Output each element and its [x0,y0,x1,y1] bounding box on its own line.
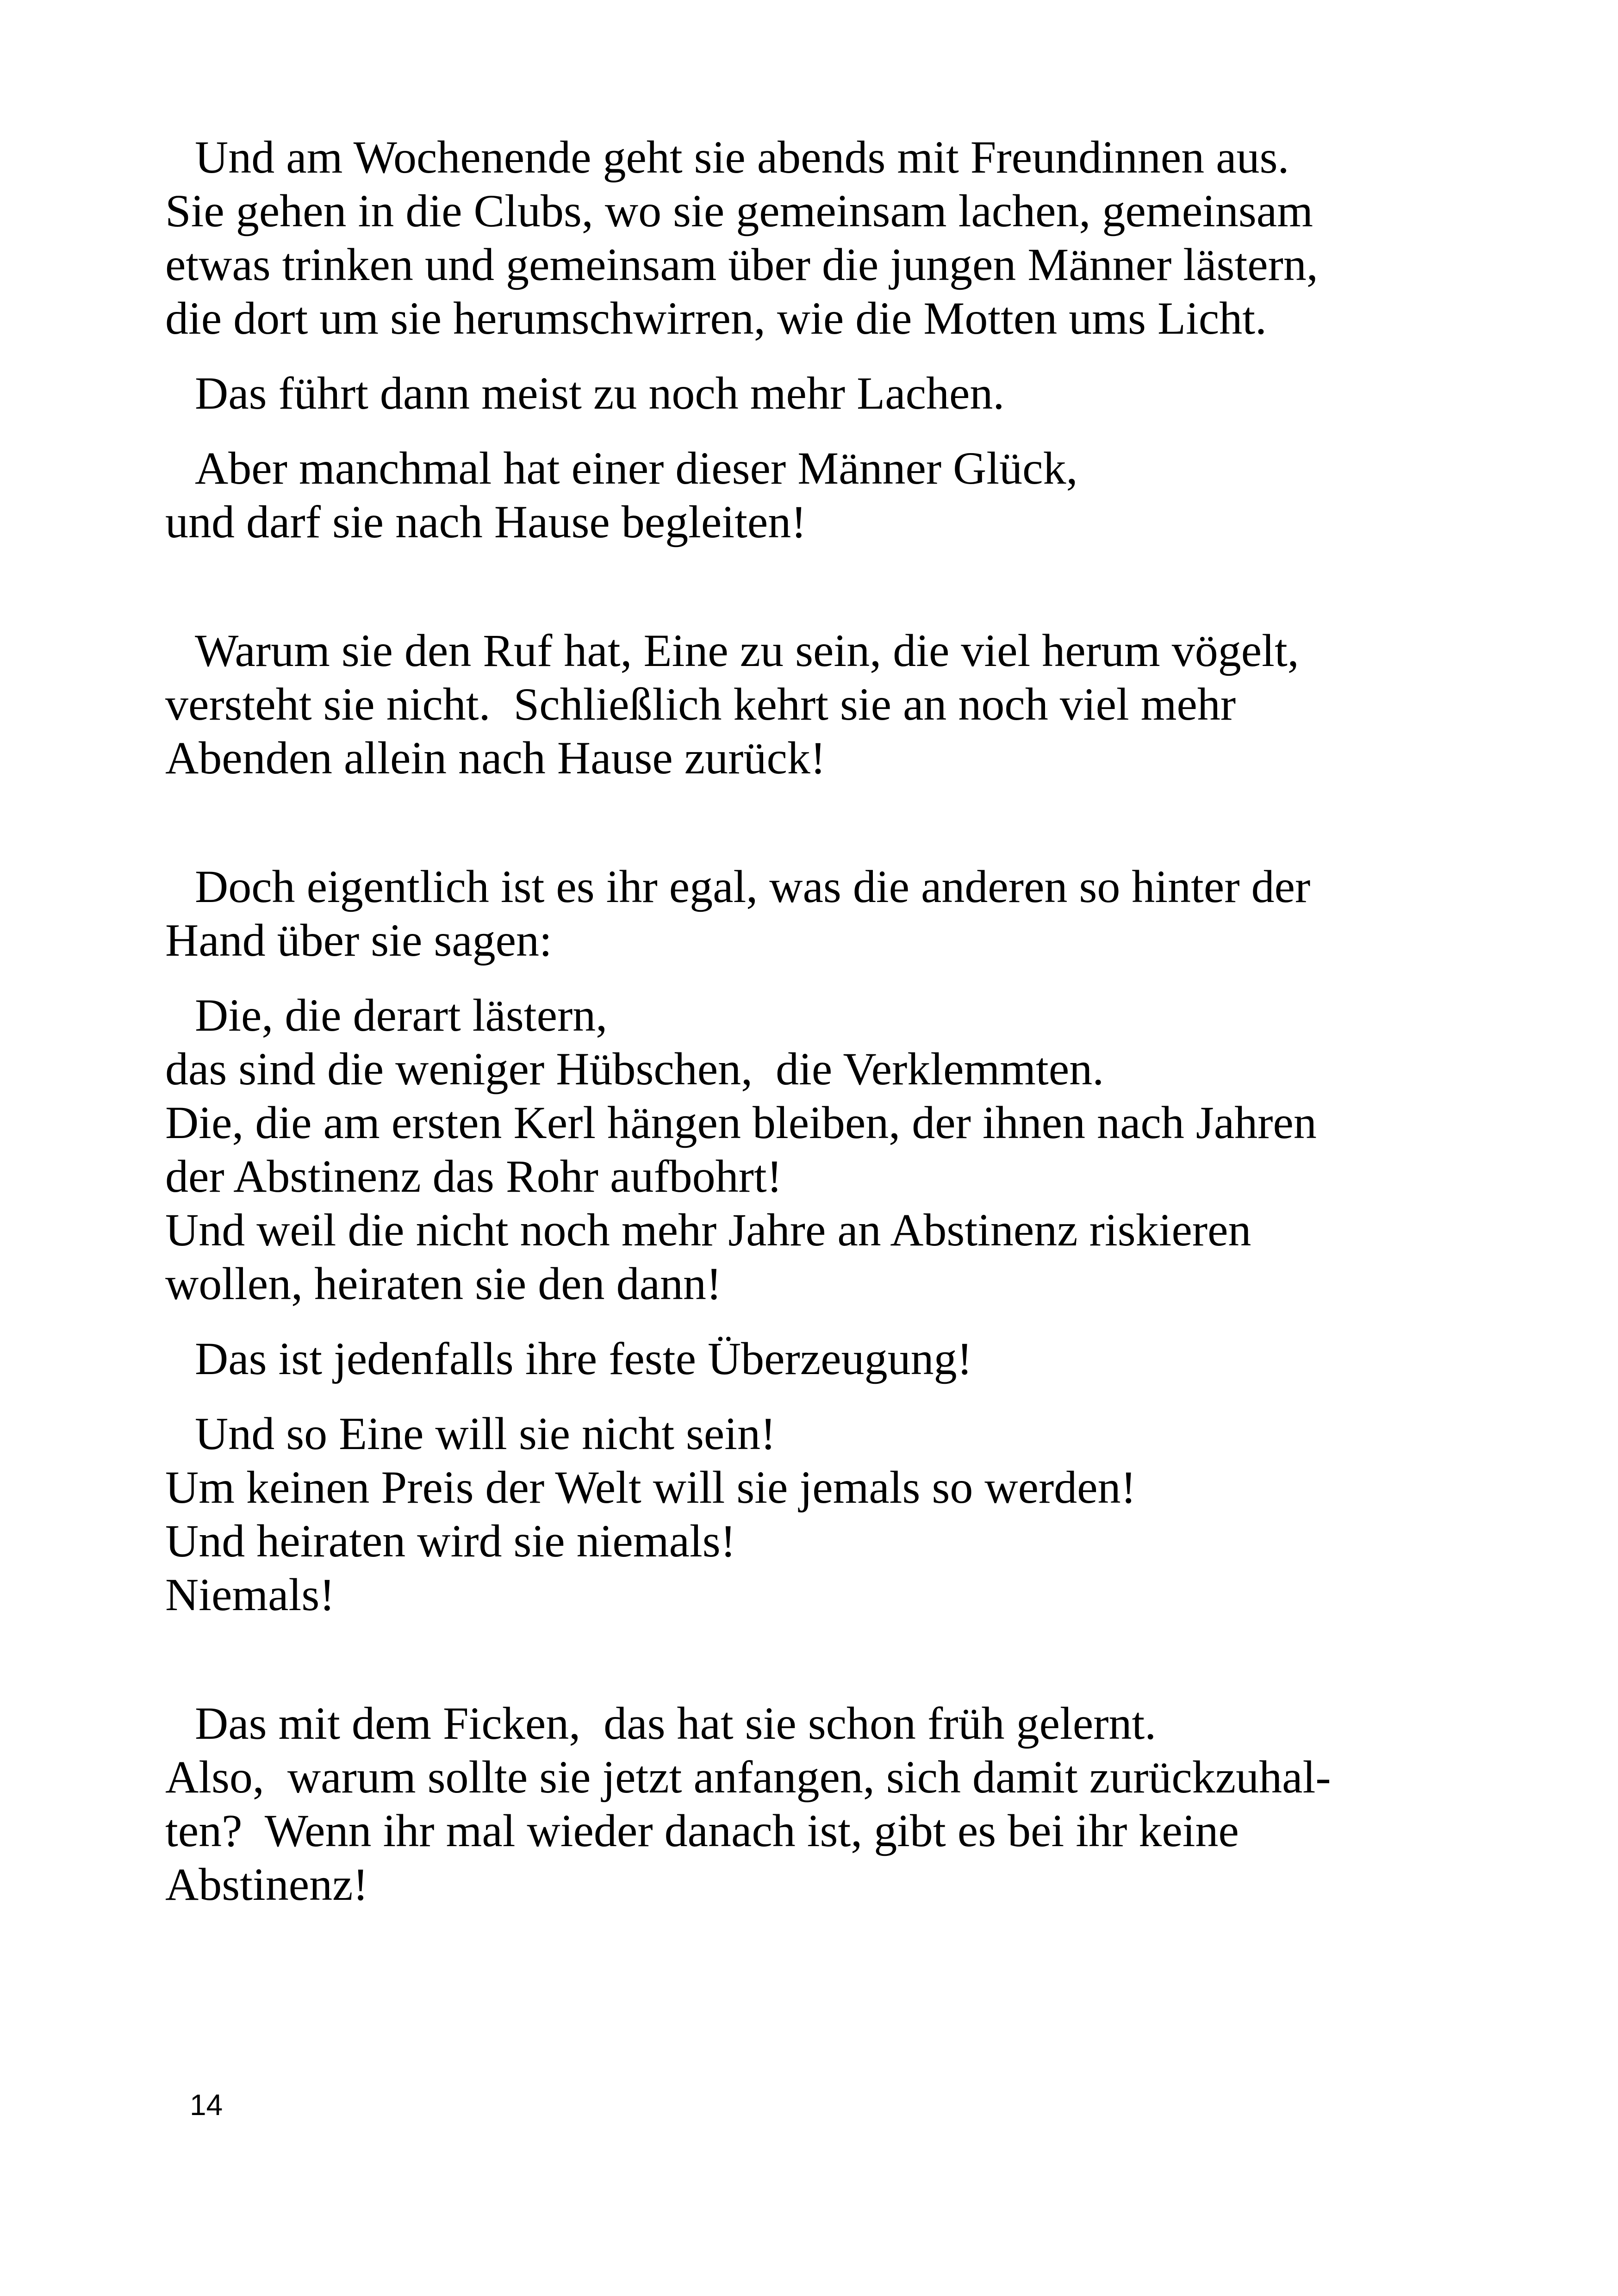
paragraph-spacer [165,1311,1461,1332]
text-line: das sind die weniger Hübschen, die Verklemmten. [165,1043,1104,1095]
text-line: Das mit dem Ficken, das hat sie schon früh gelernt. [195,1698,1157,1749]
text-line: wollen, heiraten sie den dann! [165,1258,722,1309]
text-line: Und so Eine will sie nicht sein! [195,1408,776,1459]
text-line: der Abstinenz das Rohr aufbohrt! [165,1151,783,1202]
paragraph-spacer [165,345,1461,367]
text-line: Das ist jedenfalls ihre feste Überzeugung! [195,1333,972,1384]
page-number: 14 [190,2088,223,2122]
text-line: Abenden allein nach Hause zurück! [165,732,826,784]
text-line: Das führt dann meist zu noch mehr Lachen. [195,367,1005,419]
paragraph-laughing [165,367,1461,420]
text-line: Und weil die nicht noch mehr Jahre an Abstinenz riskieren [165,1204,1251,1256]
paragraph-abstinence [165,1697,1461,1911]
text-line: Abstinenz! [165,1859,368,1910]
text-line: Sie gehen in die Clubs, wo sie gemeinsam lachen, gemeinsam [165,185,1313,236]
section-spacer [165,1622,1461,1697]
text-line: Und am Wochenende geht sie abends mit Freundinnen aus. [195,131,1289,183]
section-spacer [165,549,1461,624]
text-line: Doch eigentlich ist es ihr egal, was die anderen so hinter der [195,861,1311,912]
text-line: die dort um sie herumschwirren, wie die Motten ums Licht. [165,292,1267,344]
paragraph-reputation [165,624,1461,785]
paragraph-conviction [165,1332,1461,1386]
text-line: Die, die derart lästern, [195,989,608,1041]
text-line: Aber manchmal hat einer dieser Männer Glück, [195,442,1078,494]
text-line: Niemals! [165,1569,335,1620]
text-line: Also, warum sollte sie jetzt anfangen, sich damit zurückzuhal- [165,1751,1331,1803]
text-line: etwas trinken und gemeinsam über die jungen Männer lästern, [165,239,1318,290]
text-line: Warum sie den Ruf hat, Eine zu sein, die viel herum vögelt, [195,625,1299,676]
text-line: Und heiraten wird sie niemals! [165,1515,736,1567]
paragraph-spacer [165,420,1461,442]
text-line: versteht sie nicht. Schließlich kehrt sie an noch viel mehr [165,678,1236,730]
text-line: Hand über sie sagen: [165,915,552,966]
paragraph-gossipers [165,989,1461,1311]
section-spacer [165,785,1461,860]
paragraph-indifference [165,860,1461,967]
text-line: Die, die am ersten Kerl hängen bleiben, der ihnen nach Jahren [165,1097,1317,1148]
paragraph-luck [165,442,1461,549]
paragraph-never [165,1407,1461,1622]
paragraph-spacer [165,967,1461,989]
text-line: ten? Wenn ihr mal wieder danach ist, gibt es bei ihr keine [165,1805,1239,1856]
text-line: und darf sie nach Hause begleiten! [165,496,807,548]
paragraph-weekend [165,131,1461,345]
paragraph-spacer [165,1386,1461,1407]
body-text [165,131,1461,1911]
text-line: Um keinen Preis der Welt will sie jemals so werden! [165,1462,1136,1513]
